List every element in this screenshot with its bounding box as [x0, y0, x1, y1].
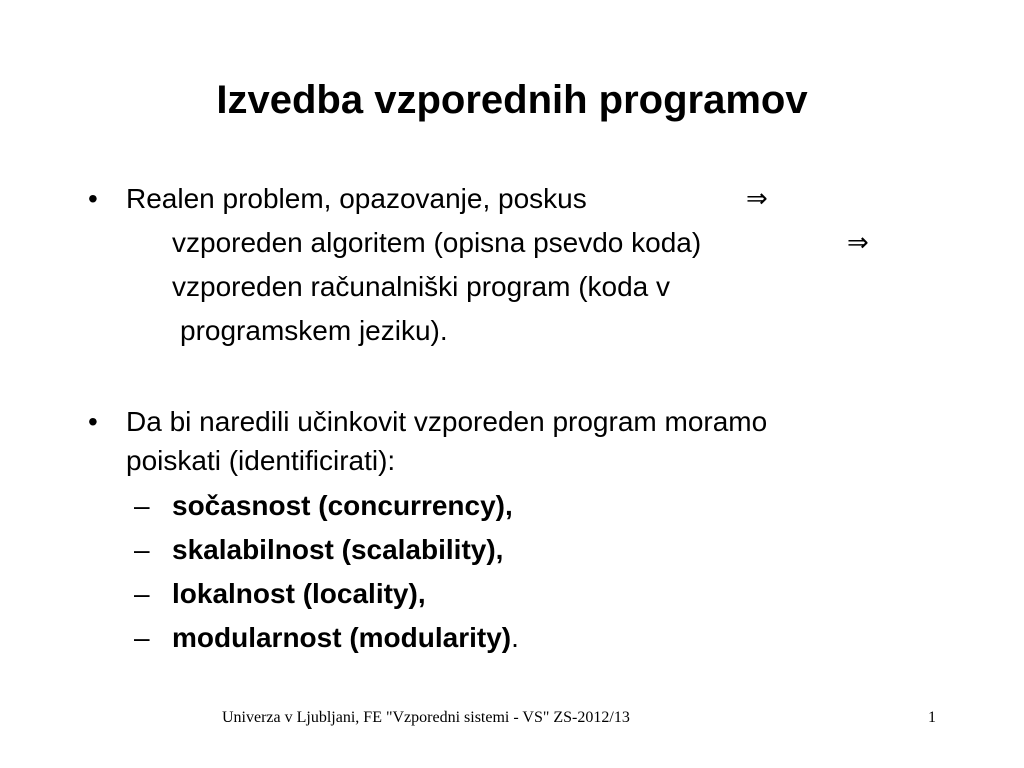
sub-item [172, 621, 519, 655]
bullet1-line2: vzporeden algoritem (opisna psevdo koda) [172, 227, 702, 258]
slide-title: Izvedba vzporednih programov [216, 78, 808, 122]
sub-item [172, 577, 426, 611]
sub-item-suffix: . [511, 622, 519, 653]
dash-marker: – [134, 534, 150, 565]
bullet2-line1: Da bi naredili učinkovit vzporeden program moramo [126, 406, 768, 437]
bullet1-line4: programskem jeziku). [180, 315, 448, 346]
implies-arrow-icon: ⇒ [847, 228, 869, 258]
bullet-marker: • [88, 183, 98, 214]
sub-item-label: sočasnost (concurrency), [172, 490, 513, 521]
footer-text: Univerza v Ljubljani, FE "Vzporedni sistemi - VS" ZS-2012/13 [222, 709, 630, 726]
bullet1-line3: vzporeden računalniški program (koda v [172, 271, 671, 302]
page-number: 1 [928, 709, 936, 726]
bullet-marker: • [88, 406, 98, 437]
implies-arrow-icon: ⇒ [746, 184, 768, 214]
dash-marker: – [134, 622, 150, 653]
sub-item [172, 533, 503, 567]
dash-marker: – [134, 490, 150, 521]
dash-marker: – [134, 578, 150, 609]
sub-item-label: lokalnost (locality), [172, 578, 426, 609]
bullet1-line1: Realen problem, opazovanje, poskus [126, 183, 587, 214]
sub-item-label: modularnost (modularity) [172, 622, 512, 653]
sub-item [172, 489, 513, 523]
sub-item-label: skalabilnost (scalability), [172, 534, 504, 565]
bullet2-line2: poiskati (identificirati): [126, 445, 396, 476]
